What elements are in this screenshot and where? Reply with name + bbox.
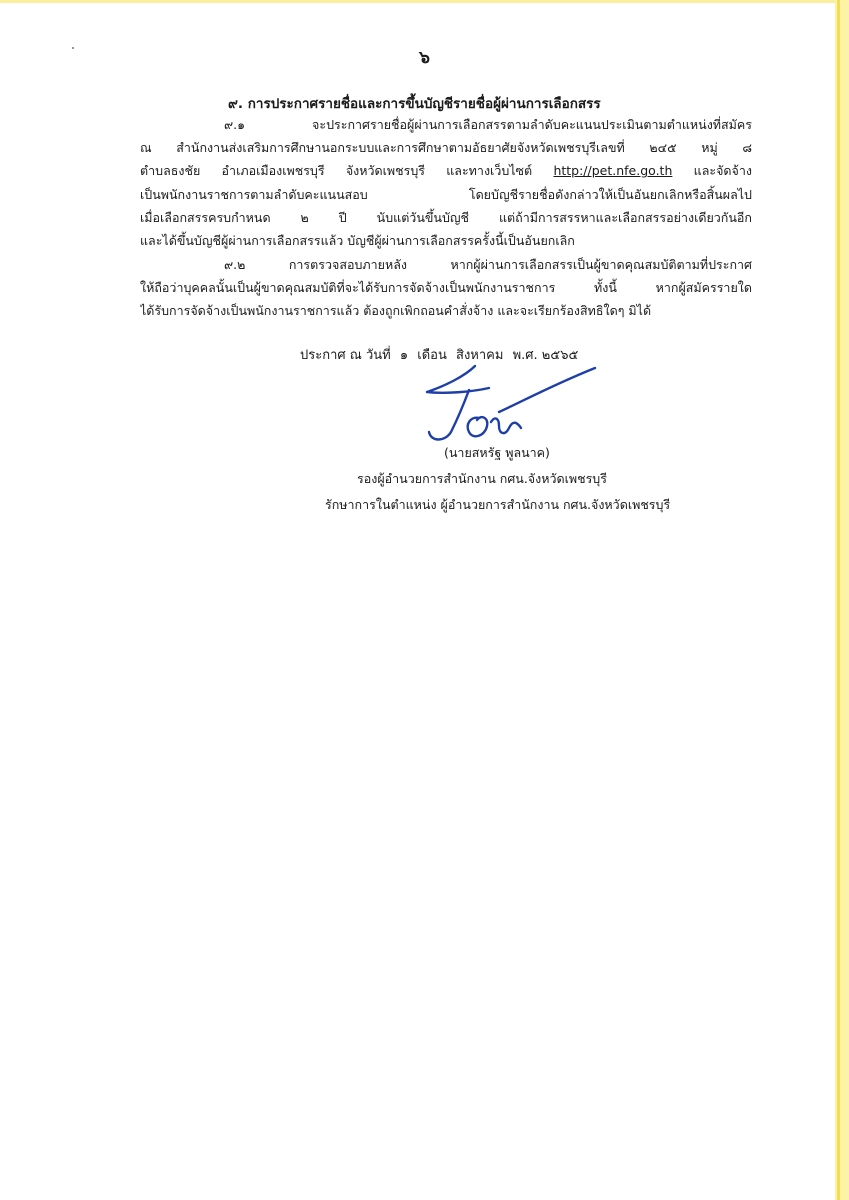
signer-acting-position: รักษาการในตำแหน่ง ผู้อำนวยการสำนักงาน กศน.จังหวัดเพชรบุรี bbox=[325, 497, 671, 512]
page-top-edge bbox=[0, 0, 849, 3]
paragraph-line-text: ตำบลธงชัย อำเภอเมืองเพชรบุรี จังหวัดเพชรบุรี และทางเว็บไซต์ bbox=[140, 163, 533, 179]
paragraph-line bbox=[140, 159, 752, 182]
page-right-edge bbox=[835, 0, 849, 1200]
announcement-prefix: ประกาศ ณ วันที่ bbox=[300, 348, 391, 363]
paragraph-line: ๙.๑ จะประกาศรายชื่อผู้ผ่านการเลือกสรรตามลำดับคะแนนประเมินตามตำแหน่งที่สมัคร bbox=[224, 117, 752, 132]
paragraph-line: ๙.๒ การตรวจสอบภายหลัง หากผู้ผ่านการเลือกสรรเป็นผู้ขาดคุณสมบัติตามที่ประกาศ bbox=[224, 257, 752, 272]
section-heading: ๙. การประกาศรายชื่อและการขึ้นบัญชีรายชื่อผู้ผ่านการเลือกสรร bbox=[228, 96, 601, 112]
signer-position: รองผู้อำนวยการสำนักงาน กศน.จังหวัดเพชรบุรี bbox=[357, 471, 607, 486]
announcement-day: ๑ bbox=[399, 348, 409, 363]
page-number: ๖ bbox=[419, 48, 430, 68]
announcement-month-label: เดือน bbox=[417, 348, 447, 363]
website-link[interactable]: http://pet.nfe.go.th bbox=[553, 163, 673, 179]
paragraph-line: เป็นพนักงานราชการตามลำดับคะแนนสอบ โดยบัญชีรายชื่อดังกล่าวให้เป็นอันยกเลิกหรือสิ้นผลไป bbox=[140, 186, 752, 202]
paragraph-9-2 bbox=[140, 253, 752, 323]
paragraph-line: เมื่อเลือกสรรครบกำหนด ๒ ปี นับแต่วันขึ้นบัญชี แต่ถ้ามีการสรรหาและเลือกสรรอย่างเดียวกันอีก bbox=[140, 209, 752, 225]
paragraph-line: ได้รับการจัดจ้างเป็นพนักงานราชการแล้ว ต้องถูกเพิกถอนคำสั่งจ้าง และจะเรียกร้องสิทธิใดๆ มิได้ bbox=[140, 303, 652, 319]
paragraph-line: ให้ถือว่าบุคคลนั้นเป็นผู้ขาดคุณสมบัติที่จะได้รับการจัดจ้างเป็นพนักงานราชการ ทั้งนี้ หากผู้สมัครรายใด bbox=[140, 280, 752, 296]
announcement-year: พ.ศ. ๒๕๖๕ bbox=[512, 348, 579, 363]
announcement-month: สิงหาคม bbox=[456, 348, 504, 363]
paragraph-line: และได้ขึ้นบัญชีผู้ผ่านการเลือกสรรแล้ว บัญชีผู้ผ่านการเลือกสรรครั้งนี้เป็นอันยกเลิก bbox=[140, 233, 575, 249]
signer-name: (นายสหรัฐ พูลนาค) bbox=[444, 445, 550, 460]
paragraph-line: ณ สำนักงานส่งเสริมการศึกษานอกระบบและการศึกษาตามอัธยาศัยจังหวัดเพชรบุรีเลขที่ ๒๔๕ หมู่ ๘ bbox=[140, 140, 752, 156]
handwritten-signature bbox=[405, 358, 615, 453]
paragraph-line-text: และจัดจ้าง bbox=[693, 163, 752, 179]
paragraph-9-1 bbox=[140, 113, 752, 252]
